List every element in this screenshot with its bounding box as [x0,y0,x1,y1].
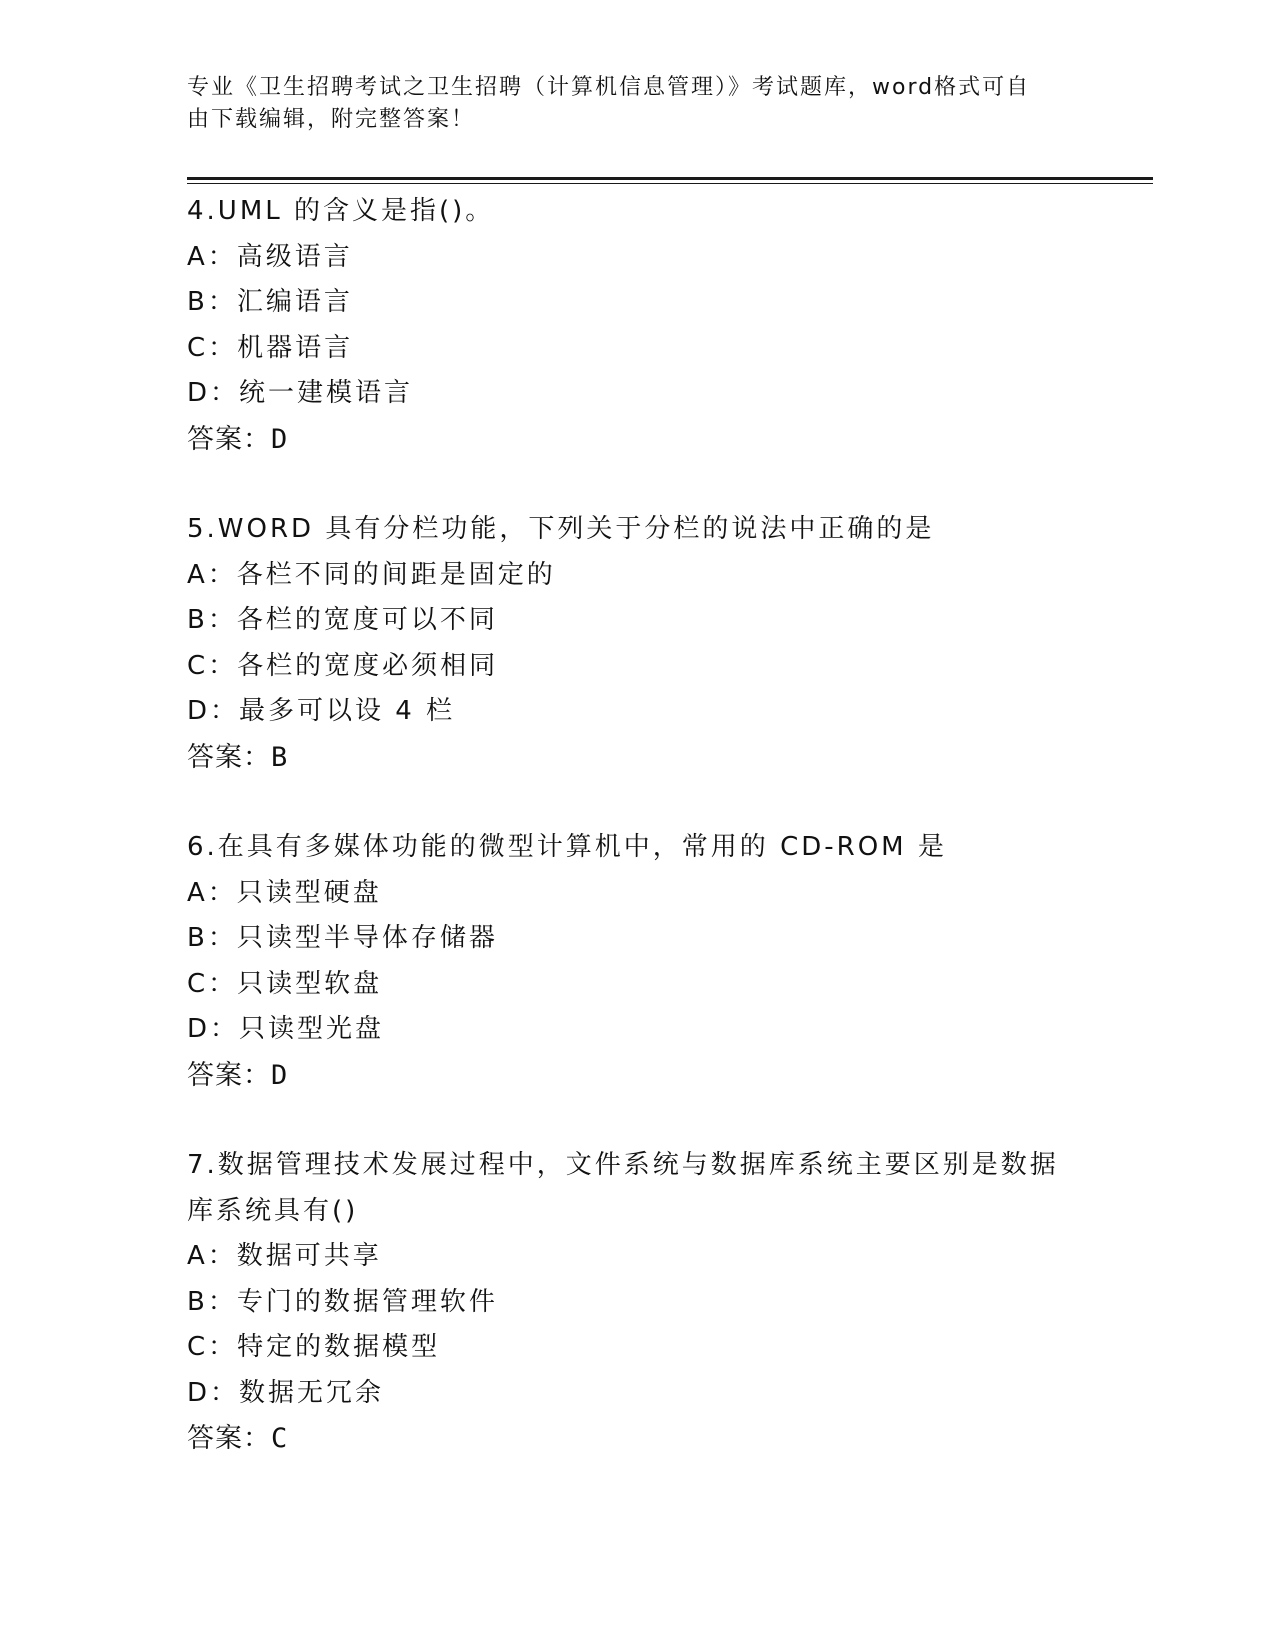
option-a: A：各栏不同的间距是固定的 [187,559,556,590]
answer-label: 答案： [187,1423,271,1454]
header-line-1: 专业《卫生招聘考试之卫生招聘（计算机信息管理）》考试题库，word格式可自 [187,75,1031,100]
question-text: 7.数据管理技术发展过程中，文件系统与数据库系统主要区别是数据 [187,1150,1059,1180]
option-d: D：只读型光盘 [187,1014,385,1044]
option-d: D：最多可以设 4 栏 [187,696,456,726]
option-c: C：特定的数据模型 [187,1332,441,1362]
answer-label: 答案： [187,1059,271,1091]
answer-value: D [271,1059,289,1091]
option-a: A：高级语言 [187,241,353,272]
answer-line [187,1416,1087,1462]
option-a: A：数据可共享 [187,1241,382,1271]
header-line-2: 由下载编辑，附完整答案！ [187,107,476,132]
option-d: D：数据无冗余 [187,1377,385,1408]
answer-label: 答案： [187,423,271,455]
answer-value: C [271,1423,289,1454]
option-c: C：机器语言 [187,332,354,363]
question-text-continued: 库系统具有() [187,1195,359,1226]
header-divider-thin [187,183,1153,184]
answer-line [187,417,1087,463]
question-5 [187,507,1087,780]
question-text: 5.WORD 具有分栏功能，下列关于分栏的说法中正确的是 [187,514,935,544]
answer-line [187,1053,1087,1099]
question-7 [187,1143,1087,1462]
question-list [187,189,1087,1507]
option-b: B：专门的数据管理软件 [187,1286,498,1317]
answer-line [187,735,1087,781]
answer-value: B [271,741,289,773]
question-text: 6.在具有多媒体功能的微型计算机中，常用的 CD-ROM 是 [187,832,947,862]
question-6 [187,825,1087,1098]
option-b: B：汇编语言 [187,287,353,317]
option-b: B：只读型半导体存储器 [187,923,498,953]
answer-value: D [271,423,289,455]
header-divider-thick [187,177,1153,180]
question-4 [187,189,1087,462]
option-d: D：统一建模语言 [187,378,414,408]
option-b: B：各栏的宽度可以不同 [187,605,498,635]
option-a: A：只读型硬盘 [187,877,382,908]
question-text: 4.UML 的含义是指()。 [187,196,495,226]
option-c: C：各栏的宽度必须相同 [187,650,499,681]
document-header [187,72,1067,136]
answer-label: 答案： [187,741,271,773]
option-c: C：只读型软盘 [187,968,383,999]
